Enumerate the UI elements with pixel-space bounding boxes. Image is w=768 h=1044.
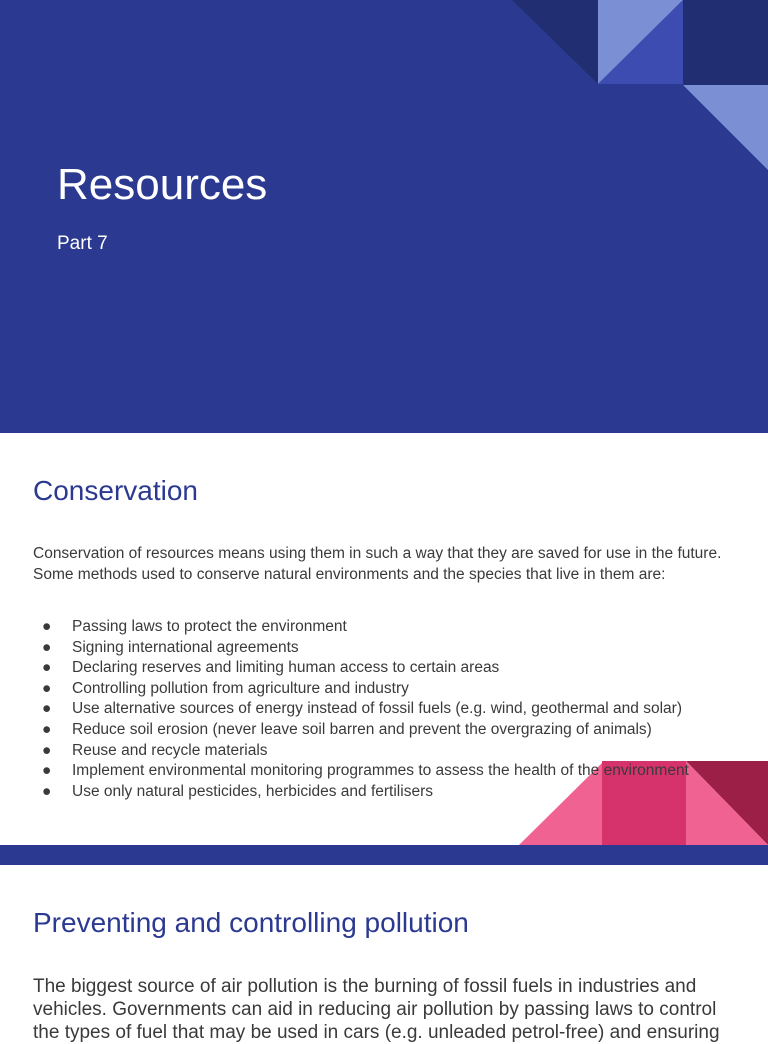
list-item: ● Declaring reserves and limiting human access to certain areas (33, 658, 753, 679)
list-item: ● Reuse and recycle materials (33, 741, 753, 762)
pollution-paragraph: The biggest source of air pollution is the burning of fossil fuels in industries and vehicles. Governments can aid in reducing air pollution by passing laws to control the types of fuel that may be used in cars (e.g. unleaded petrol-free) and ensuring (33, 976, 720, 1043)
deco-light-triangle-right (683, 85, 768, 170)
bullet-icon: ● (42, 638, 52, 656)
bullet-icon: ● (42, 679, 52, 697)
deco-dark-square (683, 0, 768, 85)
slide-title: Resources (57, 160, 268, 209)
bullet-icon: ● (42, 618, 52, 635)
slide-divider (0, 845, 768, 865)
list-item: ● Signing international agreements (33, 638, 753, 659)
bullet-icon: ● (42, 762, 52, 780)
conservation-method-list (33, 617, 753, 802)
list-item: ● Reduce soil erosion (never leave soil barren and prevent the overgrazing of animals) (33, 720, 753, 741)
slide-subtitle: Part 7 (57, 233, 108, 254)
bullet-icon: ● (42, 700, 52, 718)
section-heading-pollution: Preventing and controlling pollution (33, 907, 469, 938)
conservation-intro: Conservation of resources means using them in such a way that they are saved for use in the future. Some methods used to conserve natural environments and the species that live in them are: (33, 545, 722, 583)
bullet-icon: ● (42, 741, 52, 759)
section-heading-conservation: Conservation (33, 475, 198, 506)
title-slide (0, 0, 768, 433)
list-item: ● Use only natural pesticides, herbicides and fertilisers (33, 782, 753, 803)
bullet-icon: ● (42, 659, 52, 677)
pollution-slide (0, 865, 768, 1043)
bullet-icon: ● (42, 720, 52, 738)
list-item: ● Use alternative sources of energy instead of fossil fuels (e.g. wind, geothermal and solar) (33, 699, 753, 720)
bullet-icon: ● (42, 782, 52, 800)
title-slide-decoration (0, 0, 768, 433)
list-item: ● Passing laws to protect the environment (33, 617, 753, 638)
deco-dark-triangle (512, 0, 598, 84)
list-item: ● Controlling pollution from agriculture and industry (33, 679, 753, 700)
conservation-slide (0, 433, 768, 845)
list-item: ● Implement environmental monitoring programmes to assess the health of the environment (33, 761, 753, 782)
